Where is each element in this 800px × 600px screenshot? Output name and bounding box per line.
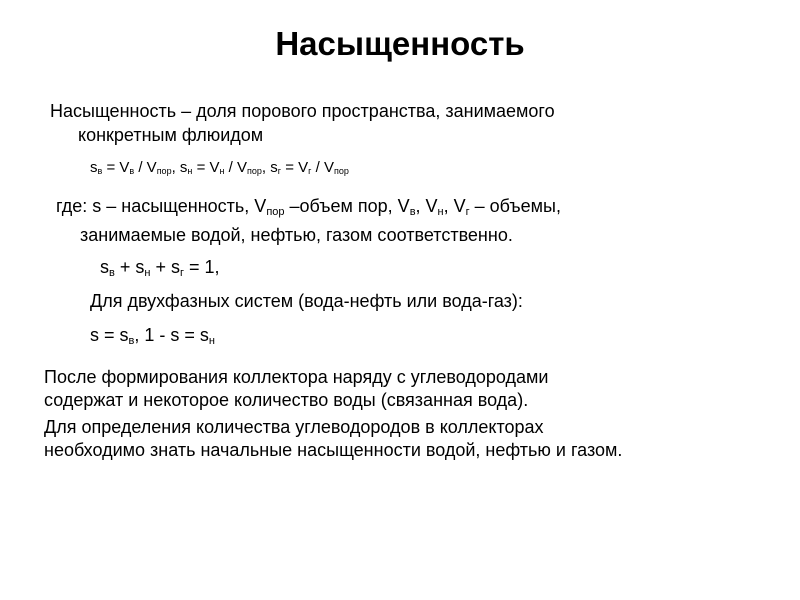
formula-subscript: г	[308, 166, 312, 176]
formula-text: + s	[114, 257, 145, 277]
formula-subscript: н	[219, 166, 225, 176]
paragraph-initial-saturation	[44, 416, 622, 462]
formula-subscript: в	[97, 166, 103, 176]
formula-text: , 1 - s = s	[134, 325, 209, 345]
paragraph-bound-water	[44, 366, 548, 412]
formula-subscript: н	[208, 335, 215, 347]
formula-subscript: в	[129, 166, 135, 176]
where-subscript: г	[465, 206, 470, 218]
formula-subscript: н	[187, 166, 193, 176]
slide-title: Насыщенность	[275, 25, 525, 62]
saturation-sum-formula	[100, 256, 220, 278]
formula-text: / V	[134, 159, 157, 176]
two-phase-line: Для двухфазных систем (вода-нефть или вода-газ):	[90, 291, 523, 311]
formula-text: = V	[281, 159, 309, 176]
definition-line-2: конкретным флюидом	[78, 125, 264, 145]
paragraph-line: Для определения количества углеводородов в коллекторах	[44, 417, 544, 437]
formula-subscript: н	[144, 267, 151, 279]
formula-text: , s	[171, 159, 188, 176]
formula-text: / V	[311, 159, 334, 176]
formula-text: = V	[192, 159, 220, 176]
formula-text: s = s	[90, 325, 129, 345]
where-text: где: s – насыщенность, V	[56, 196, 267, 216]
formula-subscript: в	[128, 335, 135, 347]
formula-text: / V	[224, 159, 248, 176]
formula-subscript: пор	[247, 166, 262, 176]
definition-line-1: Насыщенность – доля порового пространства, занимаемого	[50, 101, 555, 121]
where-text: – объемы,	[469, 196, 561, 216]
formula-text: s	[90, 159, 98, 176]
where-subscript: пор	[266, 206, 285, 218]
where-line-2: занимаемые водой, нефтью, газом соответственно.	[80, 225, 513, 245]
formula-subscript: пор	[156, 166, 172, 176]
where-text: , V	[443, 196, 466, 216]
where-subscript: в	[409, 206, 416, 218]
formula-text: = V	[102, 159, 130, 176]
formula-subscript: пор	[333, 166, 349, 176]
formula-subscript: г	[179, 267, 184, 279]
paragraph-line: необходимо знать начальные насыщенности водой, нефтью и газом.	[44, 440, 623, 460]
formula-subscript: в	[109, 267, 115, 279]
formula-text: s	[100, 257, 109, 277]
formula-text: + s	[150, 257, 180, 277]
where-text: –объем пор, V	[284, 196, 410, 216]
formula-text: = 1,	[183, 257, 220, 277]
two-phase-formula	[90, 324, 215, 346]
where-text: , V	[415, 196, 438, 216]
saturation-formulas	[90, 157, 349, 179]
where-line-1	[56, 195, 561, 217]
where-subscript: н	[437, 206, 444, 218]
formula-subscript: г	[277, 166, 282, 176]
paragraph-line: содержат и некоторое количество воды (связанная вода).	[44, 390, 529, 410]
paragraph-line: После формирования коллектора наряду с углеводородами	[44, 367, 549, 387]
formula-text: , s	[261, 159, 278, 176]
